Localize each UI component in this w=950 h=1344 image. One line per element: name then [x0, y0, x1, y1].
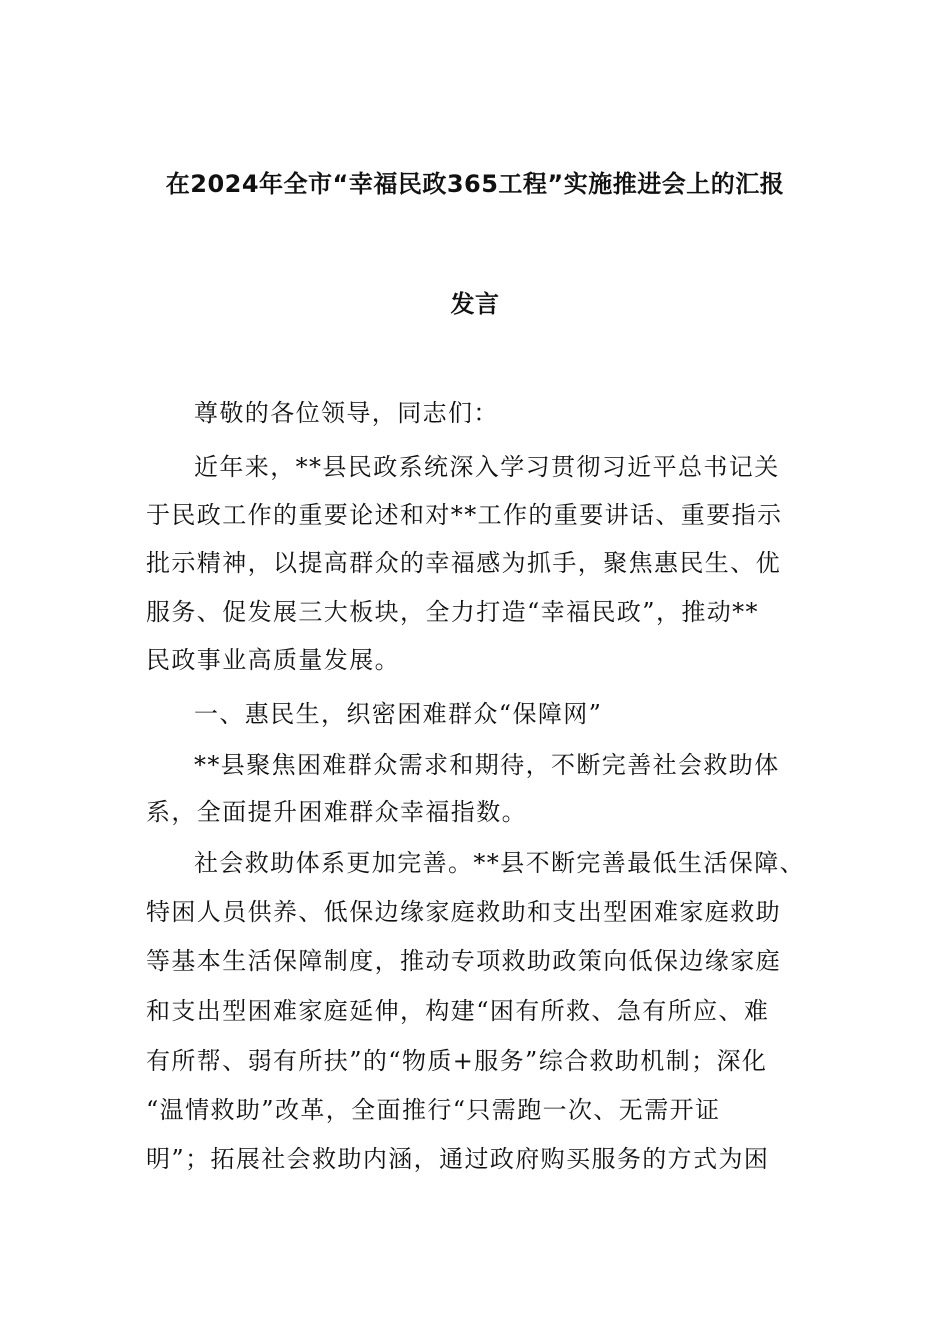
paragraph-line: 于民政工作的重要论述和对**工作的重要讲话、重要指示: [146, 501, 783, 529]
section-heading: 一、惠民生，织密困难群众“保障网”: [194, 700, 603, 728]
paragraph-line: 民政事业高质量发展。: [146, 646, 400, 674]
paragraph-line: 批示精神，以提高群众的幸福感为抓手，聚焦惠民生、优: [146, 549, 781, 577]
paragraph-line: 近年来，**县民政系统深入学习贯彻习近平总书记关: [194, 453, 780, 481]
document-title-line-2: 发言: [450, 290, 500, 318]
paragraph-line: 等基本生活保障制度，推动专项救助政策向低保边缘家庭: [146, 947, 781, 975]
document-title-line-1: 在2024年全市“幸福民政365工程”实施推进会上的汇报: [165, 170, 785, 198]
paragraph-line: 有所帮、弱有所扶”的“物质+服务”综合救助机制；深化: [146, 1047, 768, 1075]
paragraph-line: 社会救助体系更加完善。**县不断完善最低生活保障、: [194, 849, 805, 877]
paragraph-line: 和支出型困难家庭延伸，构建“困有所救、急有所应、难: [146, 997, 770, 1025]
paragraph-line: 明”；拓展社会救助内涵，通过政府购买服务的方式为困: [146, 1145, 770, 1173]
paragraph-line: “温情救助”改革，全面推行“只需跑一次、无需开证: [146, 1096, 721, 1124]
paragraph-line: 特困人员供养、低保边缘家庭救助和支出型困难家庭救助: [146, 898, 781, 926]
paragraph-line: 服务、促发展三大板块，全力打造“幸福民政”，推动**: [146, 598, 759, 626]
salutation: 尊敬的各位领导，同志们：: [194, 399, 499, 427]
paragraph-line: 系，全面提升困难群众幸福指数。: [146, 798, 527, 826]
paragraph-line: **县聚焦困难群众需求和期待，不断完善社会救助体: [194, 751, 780, 779]
